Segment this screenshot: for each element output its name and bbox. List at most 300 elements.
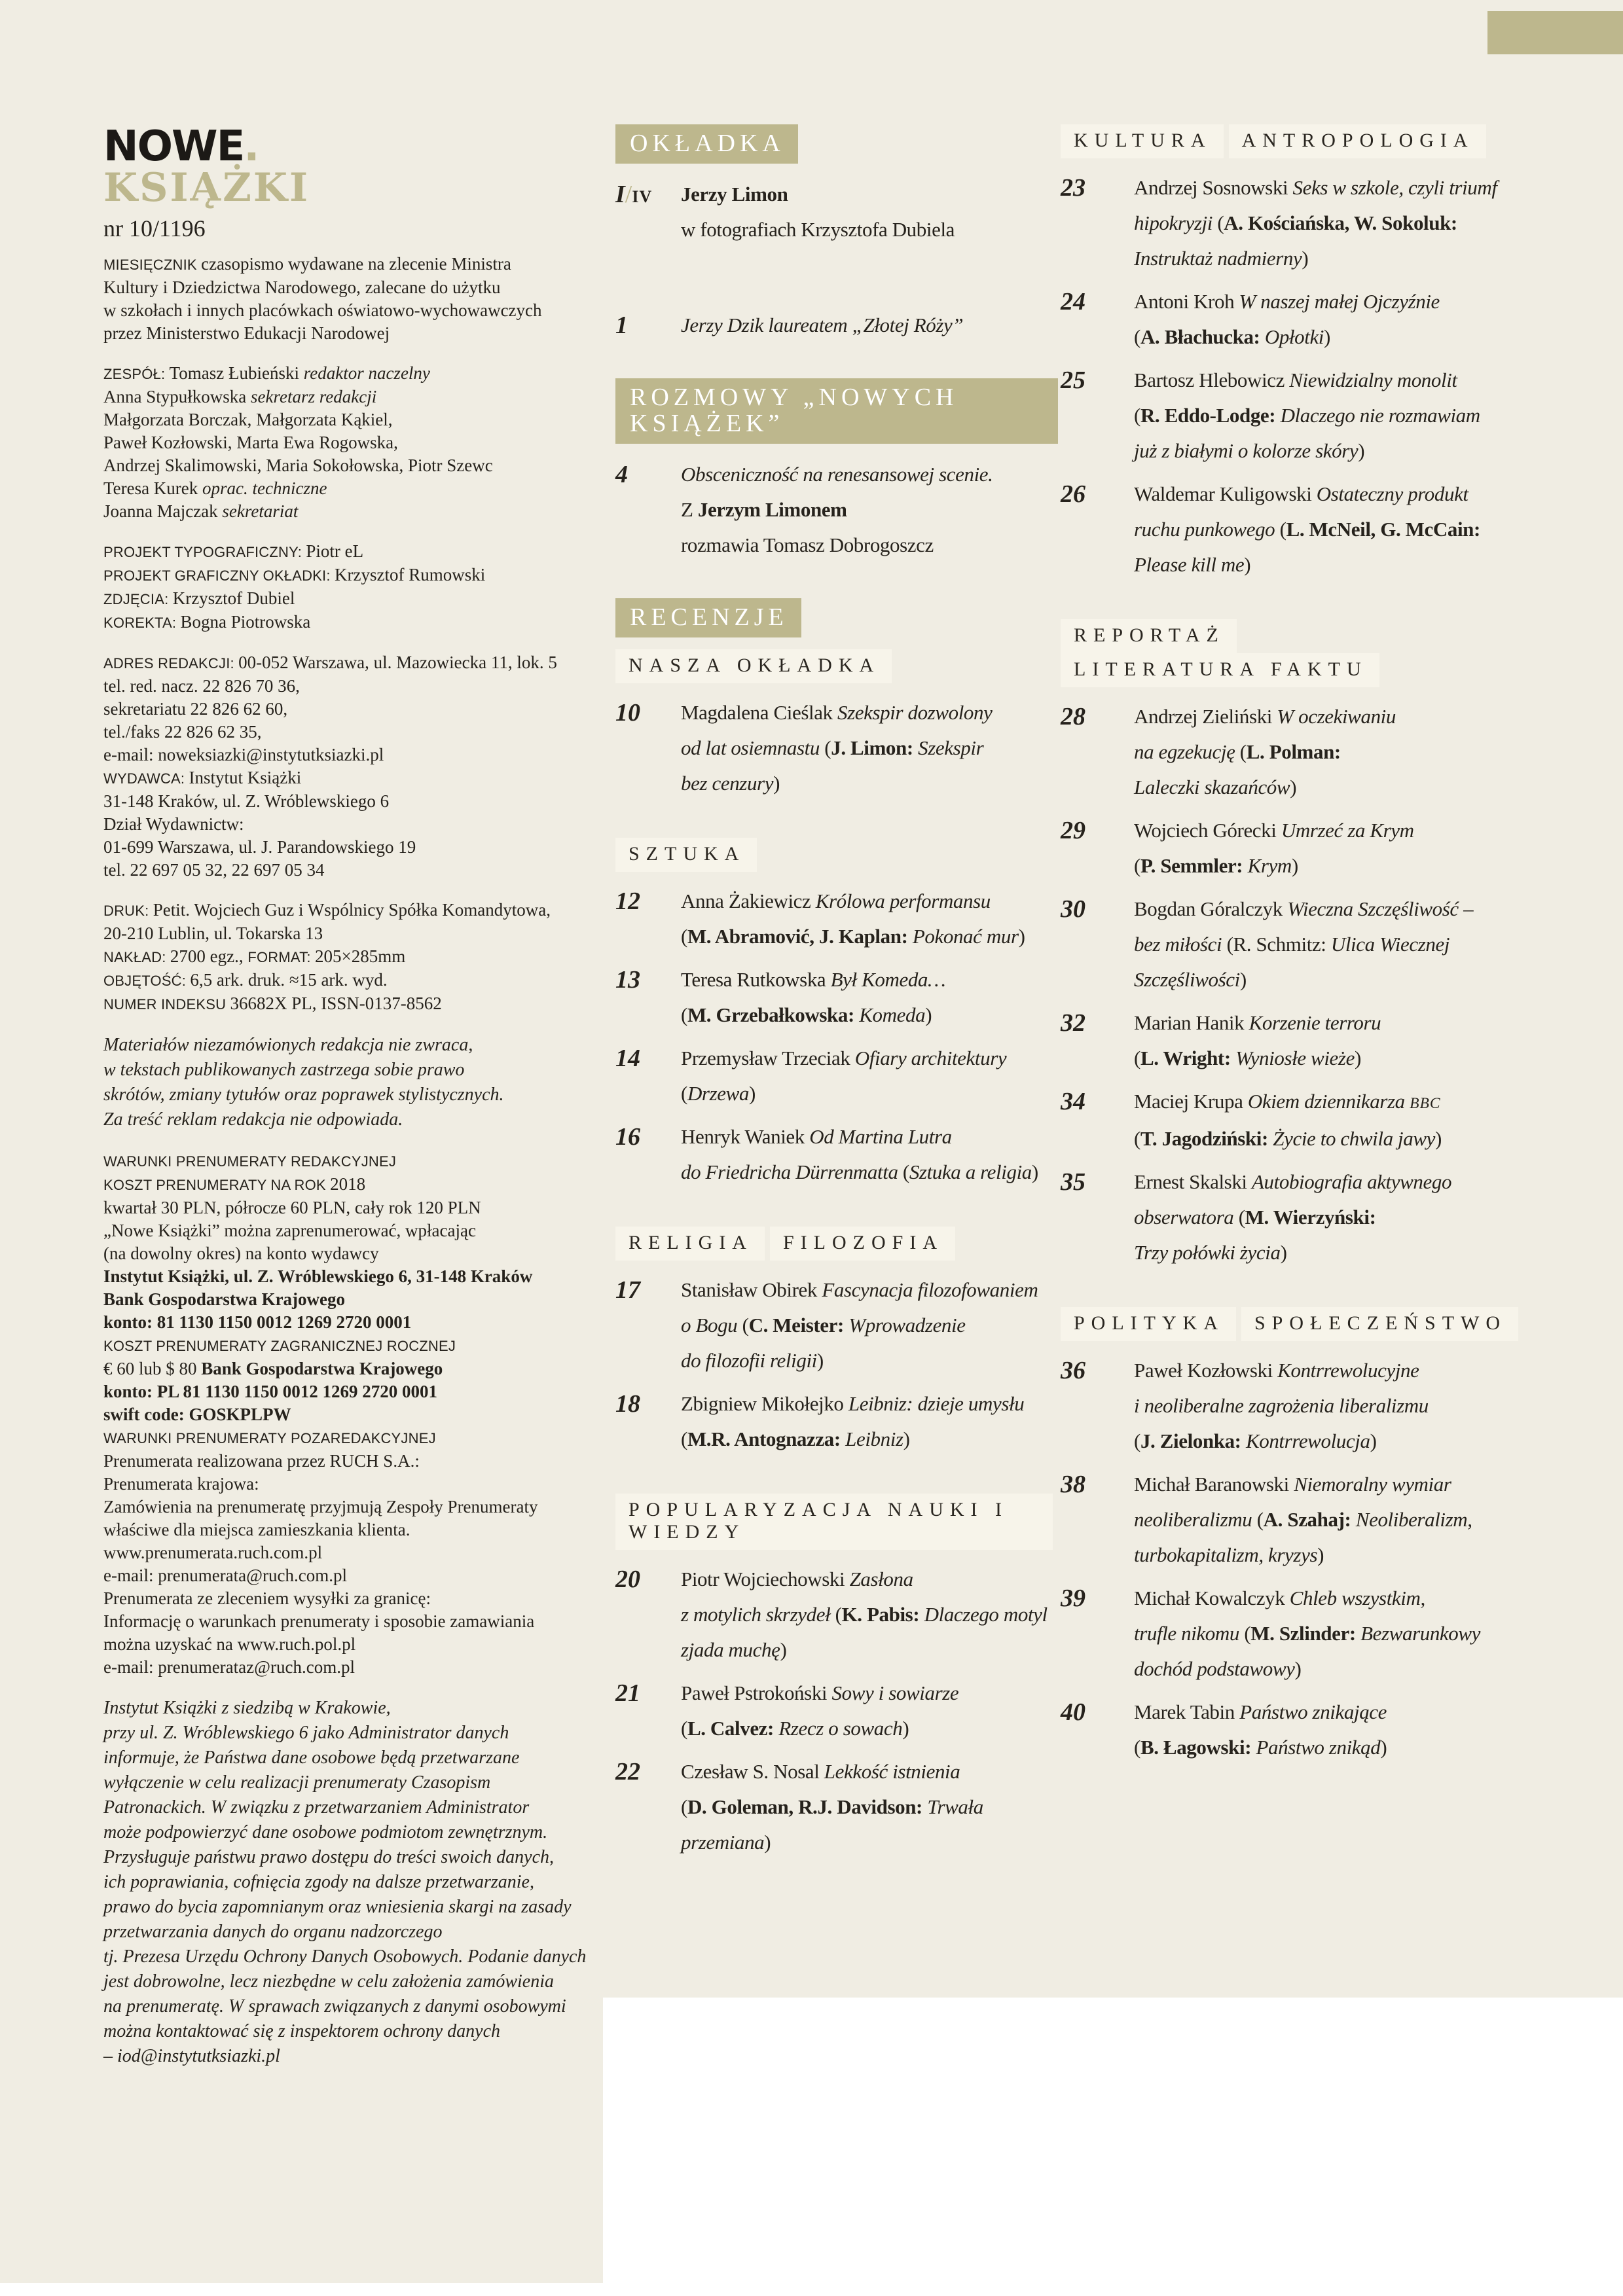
text-run: ( [681,1427,687,1450]
text-run: kwartał 30 PLN, półrocze 60 PLN, cały rok 120 PLN [103,1198,481,1217]
toc-entry-text [681,1041,1058,1111]
text-run: tel./faks 22 826 62 35, [103,722,262,742]
toc-entry [615,457,1058,563]
text-run: Autobiografia aktywnego [1252,1170,1452,1193]
text-run: Czesław S. Nosal [681,1760,824,1783]
text-run: 36 [1061,1357,1085,1384]
toc-entry [1061,813,1535,884]
text-run: obserwatora [1134,1206,1234,1229]
text-run: Był Komeda… [830,968,946,991]
text-run: Krym [1243,854,1292,877]
text-run: redaktor naczelny [303,363,430,383]
toc-entry-page-number [615,1272,681,1308]
section-subheader [1061,1307,1535,1341]
text-run: ( [681,925,687,948]
text-run: A. Szahaj: [1263,1508,1351,1531]
toc-entry-page-number [615,457,681,492]
text-run: L. Calvez: [687,1717,774,1740]
text-run: e-mail: prenumerata@ruch.com.pl [103,1566,347,1585]
text-run: ) [1280,1241,1287,1264]
text-run: B. Łagowski: [1140,1736,1252,1759]
text-run: D. Goleman, R.J. Davidson: [687,1795,922,1818]
section-header: OKŁADKA [615,124,798,164]
text-run: ) [773,772,780,795]
text-run: Paweł Kozłowski [1134,1359,1278,1382]
text-run: 40 [1061,1698,1085,1726]
text-run: tel. 22 697 05 32, 22 697 05 34 [103,860,325,880]
text-run: jest dobrowolne, lecz niezbędne w celu założenia zamówienia [103,1971,554,1992]
section-subheader-chip: POPULARYZACJA NAUKI I WIEDZY [615,1494,1053,1550]
text-run: Tomasz Łubieński [169,363,304,383]
text-run: turbokapitalizm, kryzys [1134,1543,1318,1566]
text-run: w fotografiach Krzysztofa Dubiela [681,218,955,241]
section-header: ROZMOWY „NOWYCH KSIĄŻEK” [615,378,1058,444]
toc-entry-text [681,177,1058,247]
text-run: Henryk Waniek [681,1125,810,1148]
text-run: ( [1239,1622,1251,1645]
text-run: Kontrrewolucyjne [1277,1359,1419,1382]
text-run: Rzecz o sowach [773,1717,903,1740]
text-run: Chleb wszystkim, [1289,1587,1425,1609]
text-run: Zamówienia na prenumeratę przyjmują Zespoły Prenumeraty [103,1497,538,1516]
text-run: o Bogu [681,1314,738,1336]
text-run: 22 [615,1758,640,1785]
text-run: Anna Żakiewicz [681,889,816,912]
text-run: FORMAT: [247,949,315,965]
text-run: Krzysztof Dubiel [172,588,295,608]
text-run: prawo do bycia zapomnianym oraz wniesienia skargi na zasady [103,1897,572,1917]
toc-entry-page-number [615,177,681,215]
text-run: czasopismo wydawane na zlecenie Ministra [201,254,511,274]
section-subheader-chip: REPORTAŻ [1061,619,1237,653]
text-run: Ulica Wiecznej [1330,933,1450,956]
toc-entry [615,1562,1058,1668]
text-run: w tekstach publikowanych zastrzega sobie prawo [103,1060,465,1080]
text-run: Leibniz [840,1427,903,1450]
section-header: RECENZJE [615,598,801,637]
text-run: Jerzy Dzik laureatem „Złotej Róży” [681,314,964,336]
text-run: NAKŁAD: [103,949,170,965]
text-run: Opłotki [1260,325,1324,348]
text-run: Bezwarunkowy [1355,1622,1481,1645]
toc-entry-text [681,308,1058,343]
text-run: Wprowadzenie [843,1314,966,1336]
toc-entry [1061,699,1535,805]
section-header-band [615,124,1058,177]
text-run: Małgorzata Borczak, Małgorzata Kąkiel, [103,410,393,429]
text-run: już z białymi o kolorze skóry [1134,439,1359,462]
text-run: ) [1358,439,1365,462]
text-run: 31-148 Kraków, ul. Z. Wróblewskiego 6 [103,791,390,811]
text-run: Wyniosłe wieże [1230,1047,1355,1069]
text-run: Życie to chwila jawy [1267,1127,1435,1150]
toc-entry-page-number [615,695,681,730]
section-subheader-chip: LITERATURA FAKTU [1061,653,1379,687]
text-run: Wieczna Szczęśliwość – [1287,897,1474,920]
toc-entry [1061,1695,1535,1765]
toc-entry-page-number [615,1119,681,1155]
text-run: M. Szlinder: [1250,1622,1356,1645]
text-run: ) [1354,1047,1361,1069]
text-run: 38 [1061,1471,1085,1498]
toc-entry-text [681,1676,1058,1746]
text-run: może podpowierzyć dane osobowe podmiotom zewnętrznym. [103,1822,548,1842]
text-run: 20 [615,1566,640,1593]
text-run: ( [898,1160,909,1183]
text-run: L. Polman: [1246,740,1341,763]
text-run: W naszej małej Ojczyźnie [1239,290,1440,313]
text-run: Andrzej Zieliński [1134,705,1277,728]
section-subheader-chip: KULTURA [1061,124,1224,158]
text-run: Szekspir [913,736,984,759]
text-run: Sztuka a religia [909,1160,1032,1183]
text-run: ( [830,1603,842,1626]
section-subheader [1061,619,1535,687]
toc-entry-page-number [1061,1581,1134,1616]
toc-entry-text [681,1754,1058,1860]
logo-word-nowe: NOWE. [103,122,259,171]
text-run: WARUNKI PRENUMERATY POZAREDAKCYJNEJ [103,1430,436,1446]
toc-entry-page-number [1061,363,1134,398]
toc-entry [1061,1581,1535,1687]
toc-entry [615,1386,1058,1457]
toc-entry-page-number [1061,1164,1134,1200]
text-run: 23 [1061,174,1085,202]
text-run: OBJĘTOŚĆ: [103,973,191,989]
text-run: Państwo znikąd [1251,1736,1381,1759]
text-run: BBC [1410,1095,1441,1112]
toc-entry-page-number [1061,699,1134,734]
text-run: Zbigniew Mikołejko [681,1392,848,1415]
masthead-logo [103,122,604,211]
text-run: ) [764,1831,771,1854]
text-run: MIESIĘCZNIK [103,257,202,273]
text-run: Kultury i Dziedzictwa Narodowego, zalecane do użytku [103,278,501,297]
text-run: C. Meister: [748,1314,844,1336]
text-run: KOREKTA: [103,615,181,631]
text-run: 21 [615,1679,640,1707]
text-run: Leibniz: dzieje umysłu [848,1392,1025,1415]
imprint-block-subscription-info [103,1149,604,1679]
text-run: Bartosz Hlebowicz [1134,368,1290,391]
text-run: T. Jagodziński: [1140,1127,1268,1150]
text-run: ) [1018,925,1025,948]
text-run: Niemoralny wymiar [1294,1473,1451,1496]
text-run: Od Martina Lutra [809,1125,952,1148]
toc-entry-page-number [1061,476,1134,512]
toc-entry-page-number [615,1386,681,1422]
text-run: do filozofii religii [681,1349,817,1372]
text-run: Michał Kowalczyk [1134,1587,1290,1609]
toc-entry [1061,1467,1535,1573]
text-run: 26 [1061,480,1085,508]
text-run: Michał Baranowski [1134,1473,1294,1496]
text-run: 18 [615,1390,640,1418]
text-run: przy ul. Z. Wróblewskiego 6 jako Administrator danych [103,1723,509,1743]
toc-entry [615,962,1058,1033]
text-run: Niewidzialny monolit [1289,368,1457,391]
text-run: hipokryzji [1134,211,1213,234]
imprint-block-print-info [103,899,604,1016]
text-run: ( [1233,1206,1245,1229]
text-run: 32 [1061,1009,1085,1037]
toc-entry-page-number [615,308,681,343]
text-run: ( [1235,740,1247,763]
section-subheader [1061,124,1535,158]
text-run: Paweł Pstrokoński [681,1681,832,1704]
text-run: informuje, że Państwa dane osobowe będą przetwarzane [103,1748,520,1768]
toc-entry-page-number [1061,1084,1134,1119]
text-run: M. Abramović, J. Kaplan: [687,925,908,948]
toc-entry [1061,363,1535,469]
text-run: 20-210 Lublin, ul. Tokarska 13 [103,924,323,943]
toc-entry [615,695,1058,801]
text-run: ( [1134,404,1140,427]
text-run: ( [1134,854,1140,877]
text-run: ) [816,1349,824,1372]
toc-entry-page-number [615,1041,681,1076]
text-run: Jerzym Limonem [697,498,847,521]
text-run: konto: 81 1130 1150 0012 1269 2720 0001 [103,1312,412,1332]
toc-entry [615,308,1058,343]
text-run: PROJEKT TYPOGRAFICZNY: [103,544,306,560]
text-run: 00-052 Warszawa, ul. Mazowiecka 11, lok. 5 [238,653,557,672]
text-run: J. Zielonka: [1140,1429,1241,1452]
text-run: ) [1291,854,1298,877]
toc-entry [615,1041,1058,1111]
text-run: 34 [1061,1088,1085,1115]
toc-entry-text [681,695,1058,801]
text-run: Piotr eL [306,541,364,561]
text-run: Komeda [854,1003,926,1026]
text-run: Kontrrewolucja [1241,1429,1370,1452]
text-run: ) [1434,1127,1442,1150]
text-run: 2018 [330,1174,366,1194]
text-run: Państwo znikające [1239,1700,1387,1723]
imprint-block-disclaimer [103,1033,604,1132]
toc-entry-page-number [615,1562,681,1597]
text-run: na prenumeratę. W sprawach związanych z danymi osobowymi [103,1996,566,2017]
text-run: dochód podstawowy [1134,1657,1295,1680]
text-run: skrótów, zmiany tytułów oraz poprawek stylistycznych. [103,1085,504,1105]
text-run: przez Ministerstwo Edukacji Narodowej [103,323,390,343]
text-run: ) [925,1003,932,1026]
text-run: Joanna Majczak [103,501,223,521]
toc-entry-page-number [615,962,681,997]
toc-entry-text [1134,1695,1535,1765]
text-run: ruchu punkowego [1134,518,1275,541]
toc-entry [615,884,1058,954]
imprint-block-address [103,651,604,882]
imprint-block-design-credits [103,540,604,634]
text-run: Ernest Skalski [1134,1170,1252,1193]
text-run: Okiem dziennikarza [1247,1090,1410,1113]
text-run: Drzewa [687,1082,749,1105]
text-run: ) [1317,1543,1324,1566]
page-corner-tab [1487,11,1623,54]
logo-word-ksiazki: KSIĄŻKI [103,165,310,211]
text-run: Bogdan Góralczyk [1134,897,1288,920]
section-subheader-chip: FILOZOFIA [770,1227,955,1261]
toc-entry-text [1134,1467,1535,1573]
text-run: ) [1370,1429,1377,1452]
text-run: w szkołach i innych placówkach oświatowo-wychowawczych [103,300,542,320]
text-run: Pokonać mur [907,925,1019,948]
toc-entry [615,1754,1058,1860]
text-run: 12 [615,888,640,915]
text-run: IV [632,187,653,206]
text-run: ( [1213,211,1224,234]
text-run: M. Grzebałkowska: [687,1003,854,1026]
text-run: I [615,181,625,208]
text-run: Teresa Rutkowska [681,968,831,991]
toc-entry [615,1676,1058,1746]
section-subheader-chip: POLITYKA [1061,1307,1236,1341]
text-run: 16 [615,1123,640,1151]
text-run: Jerzy Limon [681,183,788,206]
text-run: Informację o warunkach prenumeraty i sposobie zamawiania [103,1611,535,1631]
text-run: Ofiary architektury [854,1047,1007,1069]
toc-entry-text [681,962,1058,1033]
text-run: 14 [615,1045,640,1072]
text-run: / [625,181,632,208]
toc-entry-text [681,1119,1058,1190]
toc-entry-page-number [1061,1467,1134,1502]
text-run: 4 [615,461,628,488]
text-run: e-mail: prenumerataz@ruch.com.pl [103,1657,355,1677]
text-run: Z [681,498,698,521]
text-run: 28 [1061,703,1085,730]
section-header-band [615,378,1058,457]
text-run: można kontaktować się z inspektorem ochrony danych [103,2021,501,2041]
text-run: Magdalena Cieślak [681,701,837,724]
text-run: Korzenie terroru [1249,1011,1381,1034]
text-run: ( [1134,325,1140,348]
text-run: Bogna Piotrowska [180,612,311,632]
text-run: ) [1031,1160,1038,1183]
text-run: Maciej Krupa [1134,1090,1248,1113]
text-run: (na dowolny okres) na konto wydawcy [103,1244,379,1263]
text-run: ( [681,1082,687,1105]
text-run: ( [1134,1127,1140,1150]
toc-entry [1061,891,1535,997]
text-run: sekretariatu 22 826 62 60, [103,699,288,719]
text-run: ) [1324,325,1330,348]
section-subheader [615,838,1058,872]
text-run: ich poprawiania, cofnięcia zgody na dalsze przetwarzanie, [103,1872,534,1892]
text-run: Przysługuje państwu prawo dostępu do treści swoich danych, [103,1847,555,1867]
text-run: Ostateczny produkt [1316,482,1468,505]
text-run: sekretariat [222,501,299,521]
text-run: Waldemar Kuligowski [1134,482,1317,505]
imprint-column [103,122,604,2086]
text-run: 39 [1061,1585,1085,1612]
text-run: Bank Gospodarstwa Krajowego [201,1359,443,1378]
text-run: przemiana [681,1831,765,1854]
text-run: ( [1252,1508,1264,1531]
text-run: Marian Hanik [1134,1011,1249,1034]
text-run: wyłączenie w celu realizacji prenumeraty Czasopism [103,1772,491,1793]
toc-entry-text [1134,1581,1535,1687]
toc-entry-text [1134,813,1535,884]
text-run: ) [1290,776,1297,798]
text-run: 35 [1061,1168,1085,1196]
toc-middle-column [615,124,1058,1868]
imprint-block-publication-info [103,253,604,345]
text-run: Trzy połówki życia [1134,1241,1281,1264]
toc-entry-text [1134,1164,1535,1270]
text-run: 25 [1061,367,1085,394]
text-run: Bank Gospodarstwa Krajowego [103,1289,346,1309]
toc-entry [1061,1084,1535,1157]
text-run: Instytut Książki z siedzibą w Krakowie, [103,1698,391,1718]
text-run: ) [1302,247,1309,270]
text-run: DRUK: [103,903,153,919]
toc-entry-page-number [1061,813,1134,848]
toc-entry-text [681,457,1058,563]
text-run: rozmawia Tomasz Dobrogoszcz [681,533,934,556]
text-run: Prenumerata krajowa: [103,1474,259,1494]
text-run: ADRES REDAKCJI: [103,655,239,672]
text-run: 1 [615,312,628,339]
text-run: Trwała [922,1795,983,1818]
text-run: Instruktaż nadmierny [1134,247,1302,270]
toc-entry-page-number [1061,1353,1134,1388]
text-run: „Nowe Książki” można zaprenumerować, wpłacając [103,1221,476,1240]
text-run: 13 [615,966,640,994]
text-run: Za treść reklam redakcja nie odpowiada. [103,1109,403,1130]
text-run: NUMER INDEKSU [103,996,230,1013]
text-run: Antoni Kroh [1134,290,1239,313]
text-run: ( [737,1314,749,1336]
toc-entry-page-number [615,1676,681,1711]
text-run: 6,5 ark. druk. ≈15 ark. wyd. [190,970,388,990]
text-run: i neoliberalne zagrożenia liberalizmu [1134,1394,1429,1417]
toc-entry-text [1134,891,1535,997]
text-run: neoliberalizmu [1134,1508,1252,1531]
text-run: Materiałów niezamówionych redakcja nie zwraca, [103,1035,473,1055]
toc-entry-text [681,884,1058,954]
text-run: Please kill me [1134,553,1245,576]
text-run: A. Kościańska, W. Sokoluk: [1224,211,1457,234]
text-run: Sowy i sowiarze [831,1681,959,1704]
text-run: Seks w szkole, czyli triumf [1292,176,1497,199]
text-run: ZESPÓŁ: [103,366,170,382]
text-run: Przemysław Trzeciak [681,1047,855,1069]
text-run: bez miłości [1134,933,1222,956]
toc-entry [1061,1353,1535,1459]
text-run: L. McNeil, G. McCain: [1286,518,1480,541]
text-run: 30 [1061,895,1085,923]
toc-entry [1061,170,1535,276]
text-run: Fascynacja filozofowaniem [822,1278,1038,1301]
section-subheader [615,649,1058,683]
text-run: P. Semmler: [1140,854,1243,877]
text-run: Teresa Kurek [103,478,203,498]
text-run: Piotr Wojciechowski [681,1568,850,1590]
text-run: Dział Wydawnictw: [103,814,244,834]
text-run: Paweł Kozłowski, Marta Ewa Rogowska, [103,433,398,452]
toc-entry [1061,1005,1535,1076]
text-run: Prenumerata ze zleceniem wysyłki za granicę: [103,1588,431,1608]
toc-entry-text [1134,170,1535,276]
text-run: Zasłona [849,1568,913,1590]
text-run: Szekspir dozwolony [837,701,993,724]
toc-entry [1061,1164,1535,1270]
text-run: 01-699 Warszawa, ul. J. Parandowskiego 19 [103,837,416,857]
text-run: WYDAWCA: [103,770,189,787]
toc-entry-page-number [1061,284,1134,319]
